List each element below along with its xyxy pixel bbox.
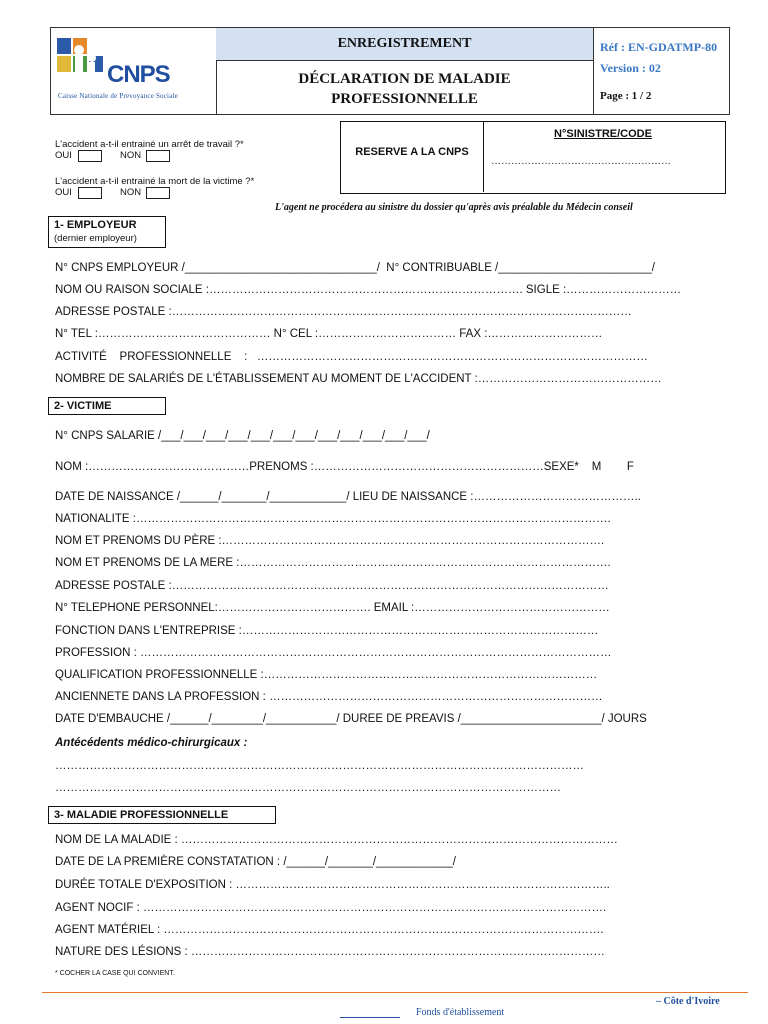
maladie-line-0[interactable]: NOM DE LA MALADIE : …………………………………………………………………………………………………… — [55, 834, 618, 846]
cnps-logo-icon — [57, 38, 107, 88]
victime-line-6[interactable]: ADRESSE POSTALE :…………………………………………………………………………………………………… — [55, 580, 609, 592]
maladie-line-4[interactable]: AGENT MATÉRIEL : ……………………………………………………………………………………………………. — [55, 924, 604, 936]
header-title-block — [216, 28, 594, 114]
title-line1: DÉCLARATION DE MALADIE — [298, 71, 511, 87]
agent-note: L'agent ne procédera au sinistre du dossier qu'après avis préalable du Médecin conseil — [275, 202, 633, 213]
victime-line-5[interactable]: NOM ET PRENOMS DE LA MERE :……………………………………………………………………………………. — [55, 557, 611, 569]
oui-label-2: OUI — [55, 187, 72, 198]
footer-blue-line — [340, 1017, 400, 1018]
victime-line-0[interactable]: N° CNPS SALARIE /___/___/___/___/___/___/___/___/___/___/___/___/ — [55, 430, 430, 442]
form-header — [50, 27, 730, 115]
logo-text: CNPS — [107, 61, 170, 88]
non-checkbox-2[interactable] — [146, 187, 170, 199]
footer-country: – Côte d'Ivoire — [656, 996, 720, 1007]
victime-line-3[interactable]: NATIONALITE :……………………………………………………………………………………………………………. — [55, 513, 611, 525]
employeur-line-5[interactable]: NOMBRE DE SALARIÉS DE L'ÉTABLISSEMENT AU MOMENT DE L'ACCIDENT :………………………………………… — [55, 373, 662, 385]
footer-fonds: Fonds d'établissement — [416, 1007, 505, 1018]
employeur-line-1[interactable]: NOM OU RAISON SOCIALE :………………………………………………………………………. SIGLE :………………………… — [55, 284, 682, 296]
victime-line-10[interactable]: QUALIFICATION PROFESSIONNELLE :…………………………………………………………………………… — [55, 669, 598, 681]
reference: Réf : EN-GDATMP-80 — [600, 40, 718, 54]
victime-line-9[interactable]: PROFESSION : …………………………………………………………………………………………………………… — [55, 647, 612, 659]
maladie-line-2[interactable]: DURÉE TOTALE D'EXPOSITION : …………………………………………………………………………………….. — [55, 879, 610, 891]
employeur-line-0[interactable]: N° CNPS EMPLOYEUR /______________________________/ N° CONTRIBUABLE /________________________/ — [55, 262, 655, 274]
non-checkbox-1[interactable] — [146, 150, 170, 162]
sinistre-field[interactable]: ……………………………………………… — [491, 156, 671, 167]
logo-subtitle: Caisse Nationale de Prevoyance Sociale — [58, 92, 178, 100]
oui-checkbox-2[interactable] — [78, 187, 102, 199]
antecedents-field-1[interactable]: ………………………………………………………………………………………………………………………… — [55, 760, 584, 772]
section-employeur — [48, 216, 166, 248]
oui-checkbox-1[interactable] — [78, 150, 102, 162]
version: Version : 02 — [600, 61, 661, 75]
maladie-line-5[interactable]: NATURE DES LÉSIONS : ……………………………………………………………………………………………… — [55, 946, 605, 958]
employeur-line-4[interactable]: ACTIVITÉ PROFESSIONNELLE : ………………………………………………………………………………………… — [55, 351, 648, 363]
antecedents-field-2[interactable]: …………………………………………………………………………………………………………………… — [55, 782, 561, 794]
question-mort: L'accident a-t-il entrainé la mort de la victime ?* — [55, 176, 255, 187]
section-employeur-title: 1- EMPLOYEUR — [54, 219, 137, 231]
victime-line-12[interactable]: DATE D'EMBAUCHE /______/________/___________/ DUREE DE PREAVIS /______________________/ JOURS — [55, 713, 647, 725]
non-label-2: NON — [120, 187, 142, 198]
footer-divider — [42, 992, 748, 993]
maladie-line-1[interactable]: DATE DE LA PREMIÈRE CONSTATATION : /______/_______/____________/ — [55, 856, 457, 868]
victime-line-7[interactable]: N° TELEPHONE PERSONNEL:…………………………………. EMAIL :…………………………………………… — [55, 602, 610, 614]
antecedents-label: Antécédents médico-chirurgicaux : — [55, 737, 248, 749]
section-employeur-subtitle: (dernier employeur) — [54, 233, 137, 244]
footnote: * COCHER LA CASE QUI CONVIENT. — [55, 970, 175, 977]
reserve-cnps-box — [340, 121, 726, 194]
cnps-logo — [51, 28, 217, 114]
victime-line-11[interactable]: ANCIENNETE DANS LA PROFESSION : …………………………………………………………………………… — [55, 691, 603, 703]
victime-line-1[interactable]: NOM :……………………………………PRENOMS :……………………………………………………SEXE* M F — [55, 461, 634, 473]
victime-line-8[interactable]: FONCTION DANS L'ENTREPRISE :………………………………………………………………………………… — [55, 625, 599, 637]
header-band: ENREGISTREMENT — [216, 28, 593, 61]
employeur-line-2[interactable]: ADRESSE POSTALE :………………………………………………………………………………………………………… — [55, 306, 632, 318]
maladie-line-3[interactable]: AGENT NOCIF : …………………………………………………………………………………………………………. — [55, 902, 607, 914]
non-label-1: NON — [120, 150, 142, 161]
reserve-label: RESERVE A LA CNPS — [341, 122, 484, 192]
section-maladie: 3- MALADIE PROFESSIONNELLE — [48, 806, 276, 824]
victime-line-4[interactable]: NOM ET PRENOMS DU PÈRE :………………………………………………………………………………………. — [55, 535, 605, 547]
oui-label-1: OUI — [55, 150, 72, 161]
sinistre-label: N°SINISTRE/CODE — [554, 128, 652, 140]
employeur-line-3[interactable]: N° TEL :……………………………………… N° CEL :……………………………… FAX :………………………… — [55, 328, 603, 340]
section-victime: 2- VICTIME — [48, 397, 166, 415]
page-number: Page : 1 / 2 — [600, 90, 652, 102]
title-line2: PROFESSIONNELLE — [331, 91, 478, 107]
page-title — [216, 61, 593, 109]
victime-line-2[interactable]: DATE DE NAISSANCE /______/_______/____________/ LIEU DE NAISSANCE :…………………………………….. — [55, 491, 641, 503]
header-ref-block — [594, 28, 730, 114]
question-arret: L'accident a-t-il entrainé un arrêt de travail ?* — [55, 139, 244, 150]
